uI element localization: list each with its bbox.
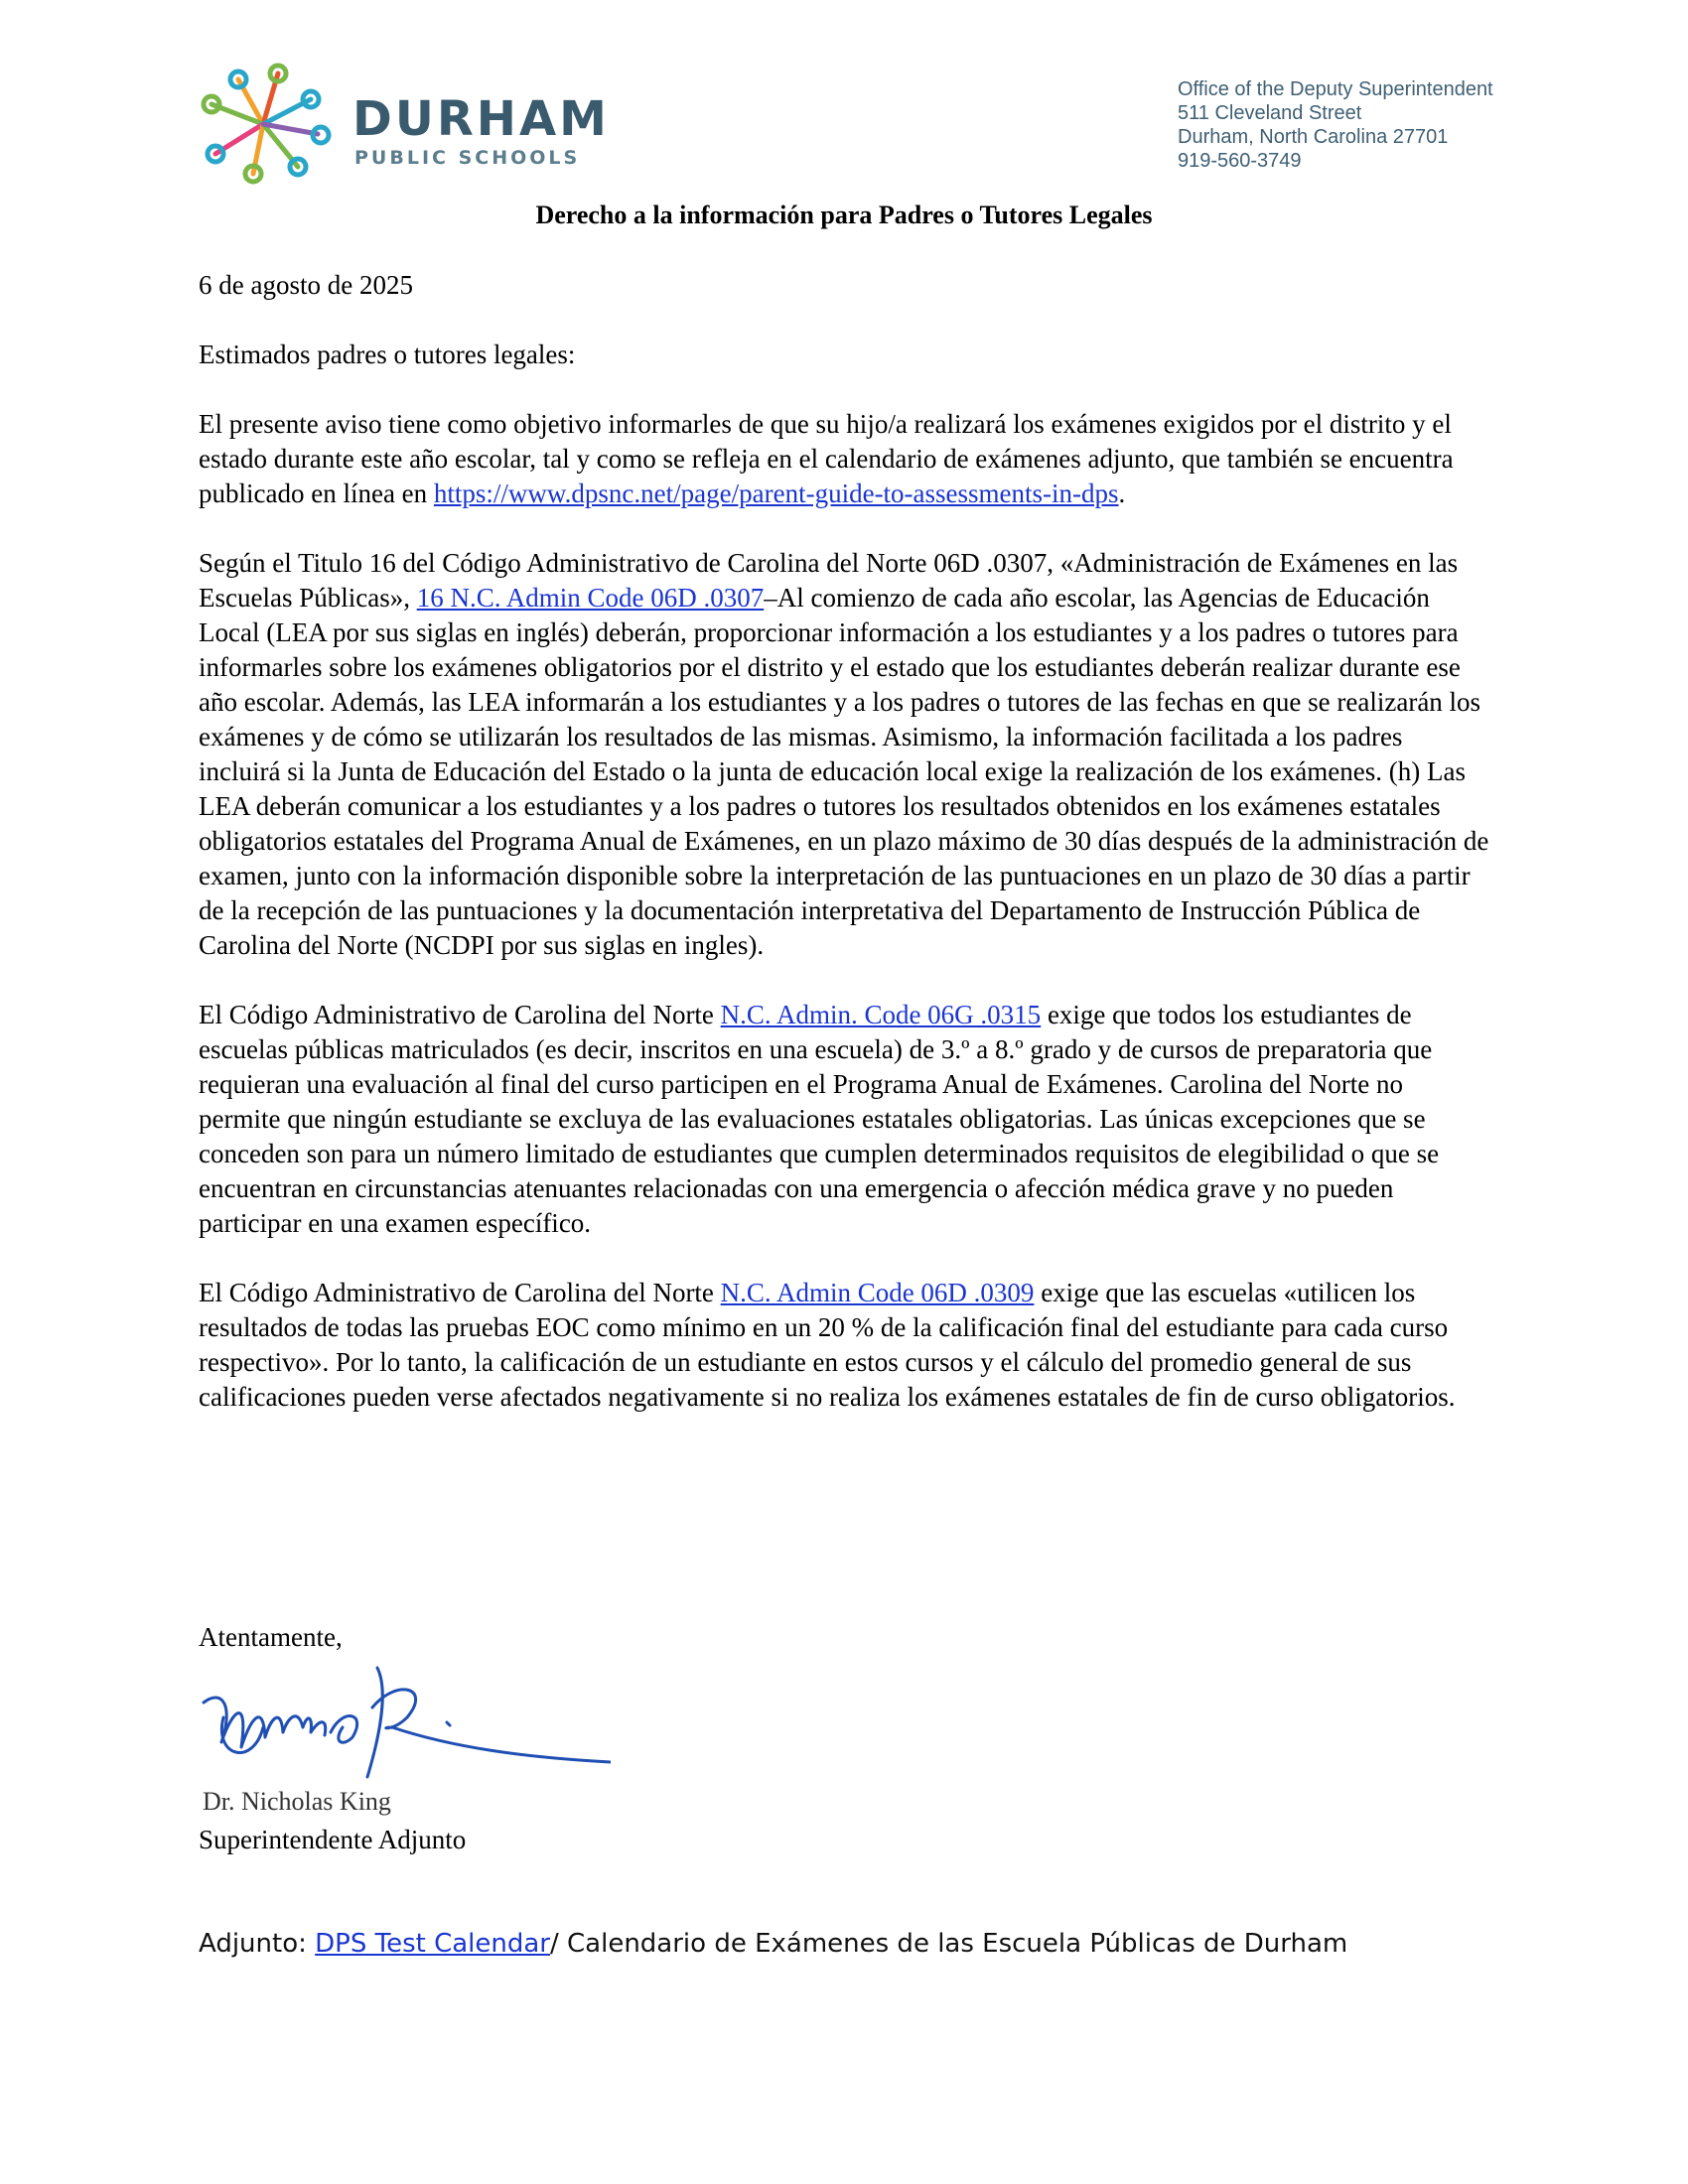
logo-name: DURHAM xyxy=(352,91,610,147)
closing: Atentamente, xyxy=(199,1622,343,1652)
office-line: Office of the Deputy Superintendent xyxy=(1178,78,1493,100)
letter-title: Derecho a la información para Padres o Tutores Legales xyxy=(535,201,1153,229)
dps-logo xyxy=(194,60,611,199)
paragraph-4: El Código Administrativo de Carolina del Norte N.C. Admin Code 06D .0309 exige que las escuelas «utilicen los resultados de todas las pruebas EOC como mínimo en un 20 % de la calificación final del estudiante para cada curso respectivo». Por lo tanto, la calificación de un estudiante en estos cursos y el cálculo del promedio general de sus calificaciones pueden verse afectados negativamente si no realiza los exámenes estatales de fin de curso obligatorios. xyxy=(199,1278,1456,1412)
signer-name: Dr. Nicholas King xyxy=(203,1787,391,1816)
dps-starburst-icon xyxy=(194,60,343,189)
code-06d-0307-link[interactable]: 16 N.C. Admin Code 06D .0307 xyxy=(416,583,765,613)
paragraph-3: El Código Administrativo de Carolina del Norte N.C. Admin. Code 06G .0315 exige que todos los estudiantes de escuelas públicas matriculados (es decir, inscritos en una escuela) de 3.º a 8.º grado y de cursos de preparatoria que requieran una evaluación al final del curso participen en el Programa Anual de Exámenes. Carolina del Norte no permite que ningún estudiante se excluya de las evaluaciones estatales obligatorias. Las únicas excepciones que se conceden son para un número limitado de estudiantes que cumplen determinados requisitos de elegibilidad o que se encuentran en circunstancias atenuantes relacionadas con una emergencia o afección médica grave y no pueden participar en una examen específico. xyxy=(199,1000,1440,1238)
logo-subtitle: PUBLIC SCHOOLS xyxy=(354,147,581,169)
test-calendar-link[interactable]: DPS Test Calendar xyxy=(315,1929,550,1959)
signature-image xyxy=(194,1648,611,1797)
letter-date: 6 de agosto de 2025 xyxy=(199,270,413,300)
office-address xyxy=(1178,77,1595,173)
letter-body xyxy=(199,268,1489,1449)
office-line: 919-560-3749 xyxy=(1178,150,1302,172)
paragraph-1: El presente aviso tiene como objetivo informarles de que su hijo/a realizará los exámenes exigidos por el distrito y el estado durante este año escolar, tal y como se refleja en el calendario de exámenes adjunto, que también se encuentra publicado en línea en https://www.dpsnc.net/page/parent-guide-to-assessments-in-dps. xyxy=(199,409,1454,508)
salutation: Estimados padres o tutores legales: xyxy=(199,340,576,369)
signer-title: Superintendente Adjunto xyxy=(199,1825,467,1854)
code-06d-0309-link[interactable]: N.C. Admin Code 06D .0309 xyxy=(720,1278,1035,1307)
office-line: Durham, North Carolina 27701 xyxy=(1178,126,1449,148)
attachment-line: Adjunto: DPS Test Calendar/ Calendario de Exámenes de las Escuela Públicas de Durham xyxy=(199,1929,1348,1959)
code-06g-0315-link[interactable]: N.C. Admin. Code 06G .0315 xyxy=(720,1000,1042,1029)
paragraph-2: Según el Titulo 16 del Código Administrativo de Carolina del Norte 06D .0307, «Administración de Exámenes en las Escuelas Públicas», 16 N.C. Admin Code 06D .0307–Al comienzo de cada año escolar, las Agencias de Educación Local (LEA por sus siglas en inglés) deberán, proporcionar información a los estudiantes y a los padres o tutores para informarles sobre los exámenes obligatorios por el distrito y el estado que los estudiantes deberán realizar durante ese año escolar. Además, las LEA informarán a los estudiantes y a los padres o tutores de las fechas en que se realizarán los exámenes y de cómo se utilizarán los resultados de las mismas. Asimismo, la información facilitada a los padres incluirá si la Junta de Educación del Estado o la junta de educación local exige la realización de los exámenes. (h) Las LEA deberán comunicar a los estudiantes y a los padres o tutores los resultados obtenidos en los exámenes estatales obligatorios estatales del Programa Anual de Exámenes, en un plazo máximo de 30 días después de la administración de examen, junto con la información disponible sobre la interpretación de las puntuaciones en un plazo de 30 días a partir de la recepción de las puntuaciones y la documentación interpretativa del Departamento de Instrucción Pública de Carolina del Norte (NCDPI por sus siglas en ingles). xyxy=(199,548,1489,960)
assessments-guide-link[interactable]: https://www.dpsnc.net/page/parent-guide-to-assessments-in-dps xyxy=(433,478,1119,508)
office-line: 511 Cleveland Street xyxy=(1178,102,1362,124)
